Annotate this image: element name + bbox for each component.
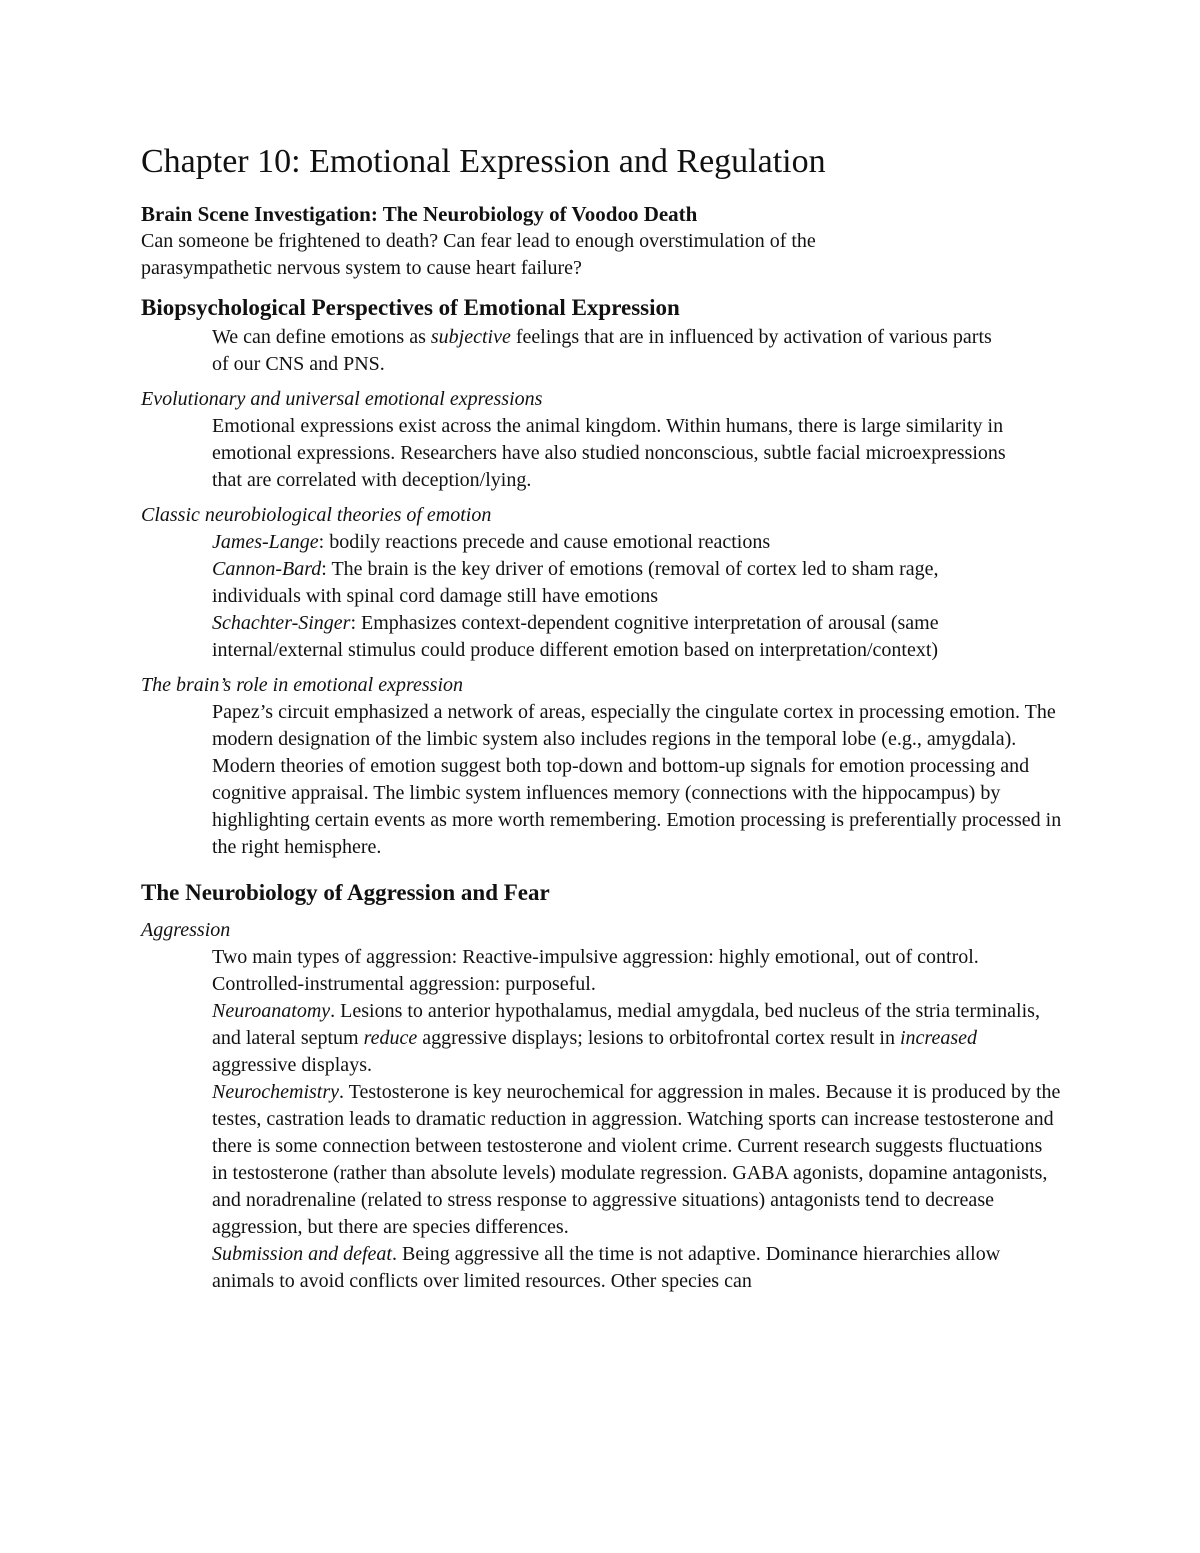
neuroanatomy-pre: . Lesions to anterior hypothalamus, medial amygdala, bed nucleus of the stria terminalis, and lateral septum [212, 1000, 1040, 1049]
aggression-fear-heading: The Neurobiology of Aggression and Fear [141, 880, 550, 905]
brain-role-text: Papez’s circuit emphasized a network of areas, especially the cingulate cortex in processing emotion. The modern designation of the limbic system also includes regions in the temporal lobe (e.g., amygdala). Modern theories of emotion suggest both top-down and bottom-up signals for emotion processing and cognitive appraisal. The limbic system influences memory (connections with the hippocampus) by highlighting certain events as more worth remembering. Emotion processing is preferentially processed in the right hemisphere. [212, 701, 1062, 858]
bio-intro-pre: We can define emotions as [212, 326, 431, 348]
neurochemistry-text: . Testosterone is key neurochemical for aggression in males. Because it is produced by the testes, castration leads to dramatic reduction in aggression. Watching sports can increase testosterone and there is some connection between testosterone and violent crime. Current research suggests fluctuations in testosterone (rather than absolute levels) modulate regression. GABA agonists, dopamine antagonists, and noradrenaline (related to stress response to aggressive situations) antagonists tend to decrease aggression, but there are species differences. [212, 1081, 1061, 1238]
bio-heading: Biopsychological Perspectives of Emotional Expression [141, 295, 680, 320]
neuroanatomy-em-reduce: reduce [363, 1027, 418, 1049]
aggression-subheading: Aggression [141, 919, 231, 941]
submission-defeat-term: Submission and defeat [212, 1243, 392, 1265]
bio-intro-em: subjective [430, 326, 511, 348]
neurochemistry-item [141, 1079, 1062, 1241]
neuroanatomy-post: aggressive displays. [212, 1054, 372, 1076]
bsi-heading: Brain Scene Investigation: The Neurobiology of Voodoo Death [141, 202, 698, 226]
cannon-bard-term: Cannon-Bard [212, 558, 322, 580]
james-lange-term: James-Lange [212, 531, 319, 553]
james-lange-item [141, 529, 1032, 556]
neuroanatomy-mid: aggressive displays; lesions to orbitofrontal cortex result in [417, 1027, 900, 1049]
bio-intro [141, 324, 1012, 378]
schachter-singer-term: Schachter-Singer [212, 612, 351, 634]
schachter-singer-item [141, 610, 1032, 664]
neurochemistry-term: Neurochemistry [212, 1081, 340, 1103]
submission-defeat-text: . Being aggressive all the time is not adaptive. Dominance hierarchies allow animals to avoid conflicts over limited resources. Other species can [212, 1243, 1001, 1292]
document-page [141, 140, 1061, 1295]
james-lange-text: : bodily reactions precede and cause emotional reactions [318, 531, 771, 553]
neuroanatomy-em-increased: increased [899, 1027, 977, 1049]
neuroanatomy-term: Neuroanatomy [212, 1000, 331, 1022]
evo-text: Emotional expressions exist across the animal kingdom. Within humans, there is large similarity in emotional expressions. Researchers have also studied nonconscious, subtle facial microexpressions that are correlated with deception/lying. [212, 415, 1006, 491]
classic-heading: Classic neurobiological theories of emotion [141, 504, 492, 526]
bio-intro-post: feelings that are in influenced by activation of various parts of our CNS and PNS. [212, 326, 992, 375]
neuroanatomy-item [141, 998, 1052, 1079]
chapter-title: Chapter 10: Emotional Expression and Regulation [141, 143, 826, 180]
cannon-bard-text: : The brain is the key driver of emotions (removal of cortex led to sham rage, individuals with spinal cord damage still have emotions [212, 558, 939, 607]
bsi-text: Can someone be frightened to death? Can fear lead to enough overstimulation of the parasympathetic nervous system to cause heart failure? [141, 230, 816, 279]
schachter-singer-text: : Emphasizes context-dependent cognitive interpretation of arousal (same internal/external stimulus could produce different emotion based on interpretation/context) [212, 612, 939, 661]
evo-heading: Evolutionary and universal emotional expressions [141, 388, 543, 410]
submission-defeat-item [141, 1241, 1062, 1295]
cannon-bard-item [141, 556, 1032, 610]
aggression-types-text: Two main types of aggression: Reactive-impulsive aggression: highly emotional, out of control. Controlled-instrumental aggression: purposeful. [212, 946, 979, 995]
brain-role-heading: The brain’s role in emotional expression [141, 674, 464, 696]
